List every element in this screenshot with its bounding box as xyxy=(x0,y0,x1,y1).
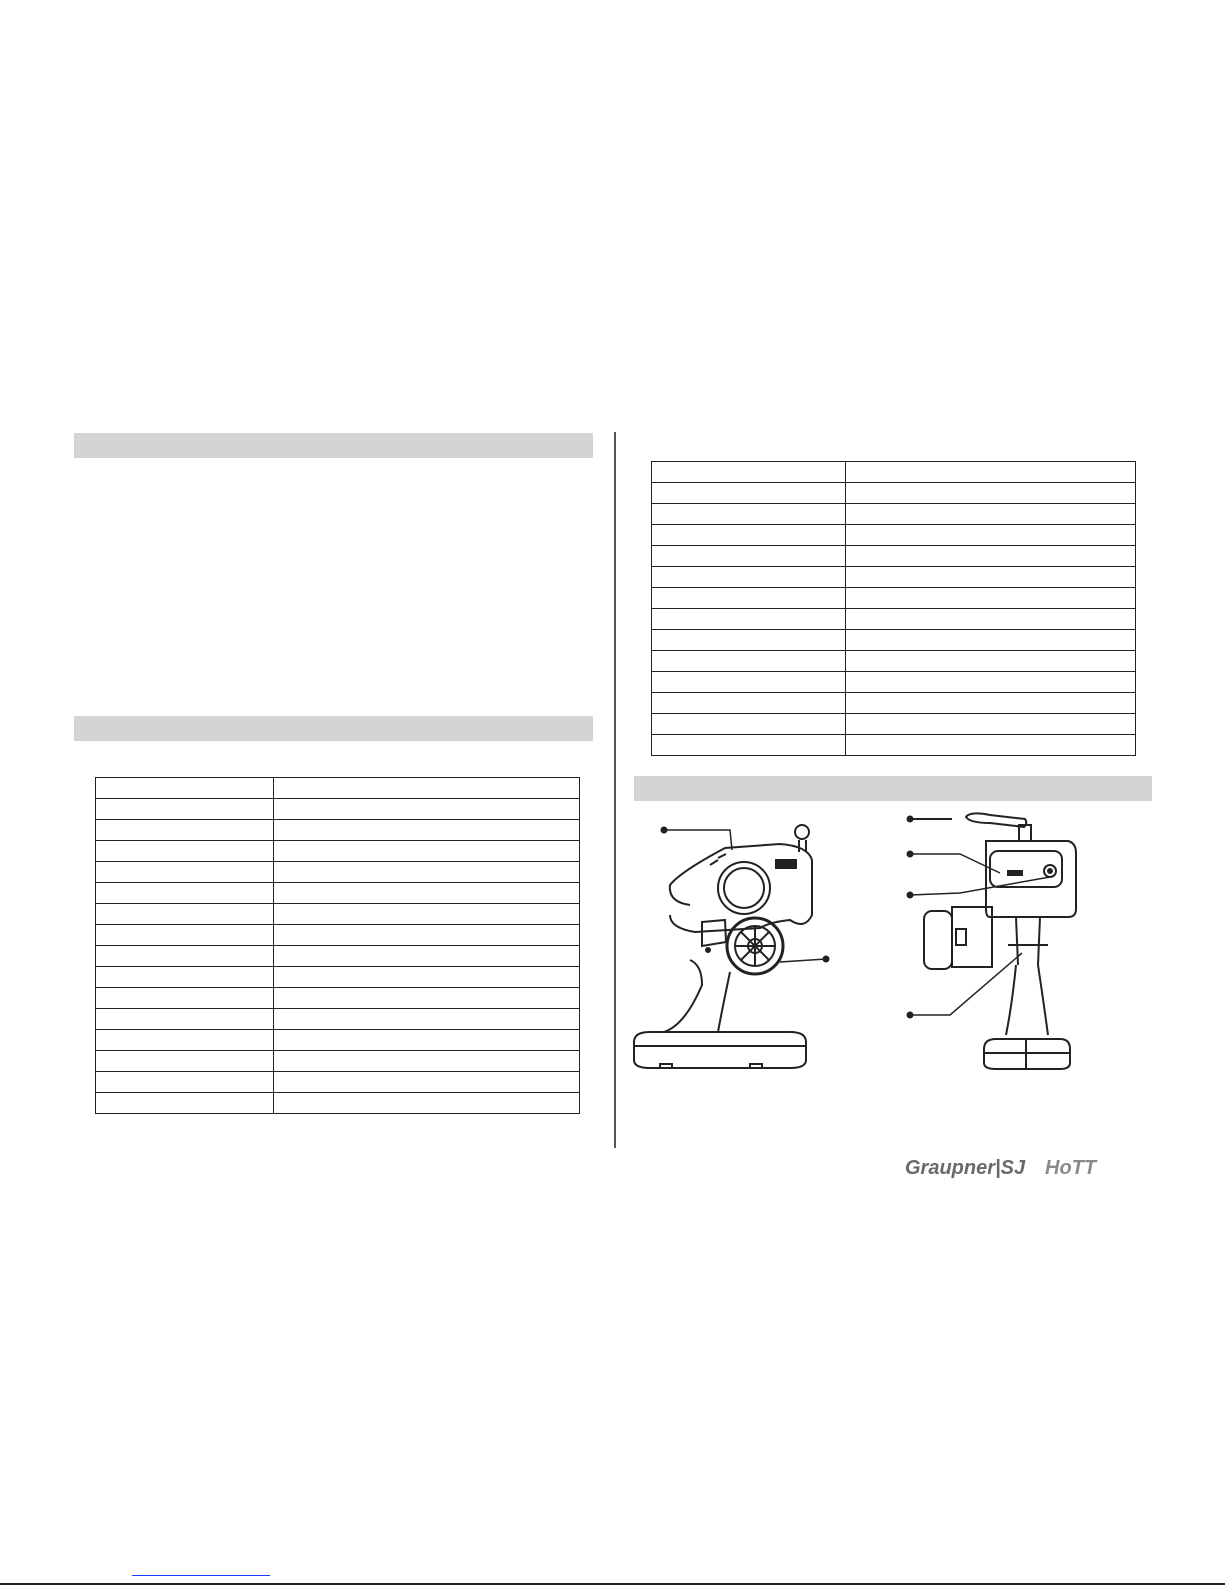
table-cell-label xyxy=(652,609,846,630)
table-cell-label xyxy=(652,714,846,735)
right-spec-table xyxy=(651,461,1136,756)
table-cell-label xyxy=(96,778,274,799)
table-cell-label xyxy=(96,862,274,883)
table-cell-value xyxy=(274,841,580,862)
table-row xyxy=(652,651,1136,672)
transmitter-side-view xyxy=(630,810,850,1090)
table-row xyxy=(652,693,1136,714)
table-cell-value xyxy=(846,546,1136,567)
table-cell-value xyxy=(274,904,580,925)
table-row xyxy=(652,714,1136,735)
table-cell-label xyxy=(96,1093,274,1114)
table-cell-label xyxy=(96,988,274,1009)
table-cell-label xyxy=(96,1009,274,1030)
table-cell-label xyxy=(652,588,846,609)
table-row xyxy=(96,799,580,820)
table-row xyxy=(652,609,1136,630)
table-cell-value xyxy=(274,946,580,967)
table-cell-label xyxy=(652,735,846,756)
table-row xyxy=(96,988,580,1009)
table-cell-value xyxy=(846,693,1136,714)
table-cell-value xyxy=(846,651,1136,672)
table-cell-value xyxy=(274,988,580,1009)
table-cell-label xyxy=(652,693,846,714)
table-row xyxy=(96,1030,580,1051)
table-cell-value xyxy=(274,778,580,799)
table-cell-label xyxy=(652,462,846,483)
table-cell-value xyxy=(274,862,580,883)
section-heading-bar-1 xyxy=(74,433,593,458)
table-cell-value xyxy=(274,820,580,841)
table-cell-value xyxy=(274,799,580,820)
table-cell-value xyxy=(846,588,1136,609)
table-cell-value xyxy=(274,925,580,946)
table-cell-label xyxy=(96,925,274,946)
table-row xyxy=(96,1072,580,1093)
table-cell-label xyxy=(96,904,274,925)
table-cell-value xyxy=(846,525,1136,546)
table-cell-label xyxy=(96,841,274,862)
left-spec-table xyxy=(95,777,580,1114)
column-divider xyxy=(614,432,616,1148)
table-cell-value xyxy=(274,967,580,988)
table-cell-value xyxy=(846,567,1136,588)
table-row xyxy=(96,778,580,799)
table-row xyxy=(652,735,1136,756)
table-cell-value xyxy=(846,504,1136,525)
table-row xyxy=(652,588,1136,609)
table-cell-label xyxy=(652,630,846,651)
transmitter-front-view xyxy=(900,805,1110,1085)
table-cell-label xyxy=(96,967,274,988)
table-cell-label xyxy=(96,883,274,904)
table-row xyxy=(96,820,580,841)
table-cell-label xyxy=(96,1030,274,1051)
table-cell-value xyxy=(846,735,1136,756)
table-row xyxy=(96,862,580,883)
table-cell-value xyxy=(846,714,1136,735)
table-row xyxy=(652,630,1136,651)
table-cell-value xyxy=(846,483,1136,504)
graupner-hott-logo xyxy=(905,1152,1105,1182)
table-cell-value xyxy=(274,1051,580,1072)
section-heading-bar-3 xyxy=(634,776,1152,801)
footer-link-underline[interactable] xyxy=(132,1575,270,1576)
table-row xyxy=(652,462,1136,483)
table-cell-value xyxy=(274,1072,580,1093)
table-cell-value xyxy=(846,462,1136,483)
table-cell-value xyxy=(846,630,1136,651)
table-cell-label xyxy=(96,820,274,841)
table-cell-label xyxy=(652,546,846,567)
table-cell-label xyxy=(652,651,846,672)
table-cell-value xyxy=(274,1093,580,1114)
table-cell-label xyxy=(652,504,846,525)
table-row xyxy=(96,1051,580,1072)
table-row xyxy=(652,525,1136,546)
table-cell-value xyxy=(274,1009,580,1030)
logo-brand-text: Graupner|SJ xyxy=(905,1157,1026,1179)
table-row xyxy=(96,946,580,967)
table-row xyxy=(652,504,1136,525)
table-row xyxy=(96,1009,580,1030)
table-cell-label xyxy=(96,1051,274,1072)
table-row xyxy=(96,883,580,904)
table-cell-label xyxy=(96,799,274,820)
logo-sub-text: HoTT xyxy=(1045,1157,1097,1179)
table-cell-label xyxy=(96,1072,274,1093)
table-row xyxy=(96,841,580,862)
table-cell-value xyxy=(846,609,1136,630)
table-row xyxy=(652,546,1136,567)
table-cell-label xyxy=(652,672,846,693)
table-row xyxy=(96,904,580,925)
table-row xyxy=(652,483,1136,504)
table-cell-value xyxy=(274,883,580,904)
table-row xyxy=(96,1093,580,1114)
table-row xyxy=(652,567,1136,588)
table-cell-label xyxy=(652,525,846,546)
table-cell-value xyxy=(846,672,1136,693)
table-row xyxy=(96,967,580,988)
table-row xyxy=(96,925,580,946)
section-heading-bar-2 xyxy=(74,716,593,741)
table-cell-label xyxy=(96,946,274,967)
table-cell-label xyxy=(652,567,846,588)
table-row xyxy=(652,672,1136,693)
table-cell-value xyxy=(274,1030,580,1051)
table-cell-label xyxy=(652,483,846,504)
